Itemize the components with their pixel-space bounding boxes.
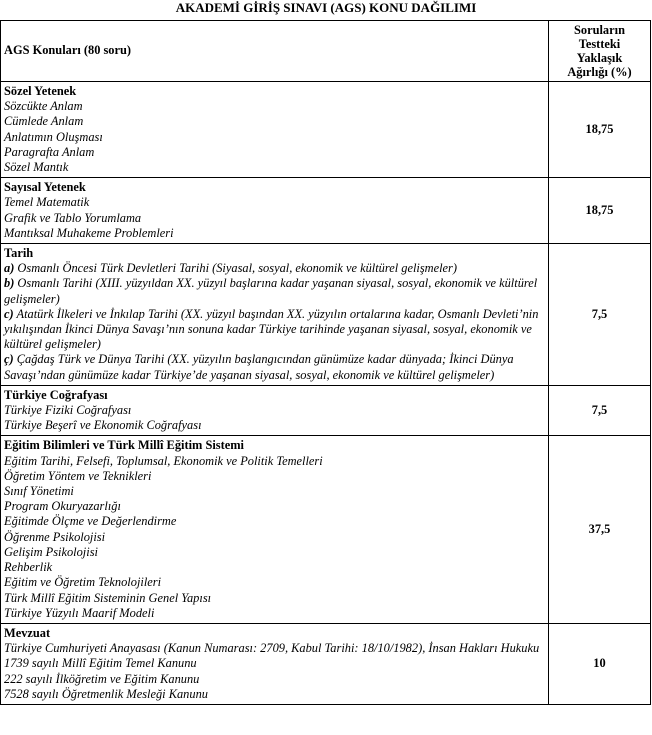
- topic-item-text: Paragrafta Anlam: [4, 144, 95, 159]
- topic-item: [4, 226, 545, 241]
- topic-item-text: Eğitim Tarihi, Felsefi, Toplumsal, Ekonomik ve Politik Temelleri: [4, 453, 323, 468]
- weight-column-header: [549, 21, 651, 82]
- section-weight: 7,5: [549, 244, 651, 386]
- section-row: [1, 178, 651, 244]
- section-title: Tarih: [4, 246, 34, 261]
- section-topics-cell: [1, 178, 549, 244]
- topic-item-text: Sözel Mantık: [4, 160, 69, 175]
- topic-item: [4, 352, 545, 382]
- weight-header-line: Soruların: [574, 23, 625, 37]
- section-row: [1, 244, 651, 386]
- section-row: [1, 436, 651, 623]
- topic-item-text: Türk Millî Eğitim Sisteminin Genel Yapısı: [4, 590, 212, 605]
- section-title: Türkiye Coğrafyası: [4, 387, 108, 402]
- topic-item: [4, 606, 545, 621]
- topic-item: [4, 656, 545, 671]
- topic-item-text: Grafik ve Tablo Yorumlama: [4, 210, 142, 225]
- section-topics-cell: [1, 436, 549, 623]
- topic-item-prefix: ç): [4, 352, 14, 367]
- topic-item-text: Atatürk İlkeleri ve İnkılap Tarihi (XX. yüzyıl başından XX. yüzyılın ortalarına kadar, Osmanlı Devleti’nin yıkılışından İkinci Dünya Savaşı’nın sonuna kadar Türkiye tarihinde yaşanan siyasal, sosyal, ekonomik ve kültürel gelişmeler): [4, 306, 539, 352]
- topic-item-text: Eğitimde Ölçme ve Değerlendirme: [4, 514, 177, 529]
- section-topics-cell: [1, 82, 549, 178]
- topic-item: [4, 454, 545, 469]
- topic-item-text: Öğretim Yöntem ve Teknikleri: [4, 468, 152, 483]
- section-row: [1, 82, 651, 178]
- topic-item: [4, 114, 545, 129]
- topic-item: [4, 276, 545, 306]
- topic-item-text: Sözcükte Anlam: [4, 99, 83, 114]
- topic-item-text: Çağdaş Türk ve Dünya Tarihi (XX. yüzyılın başlangıcından günümüze kadar dünyada; İkinci Dünya Savaşı’ndan günümüze kadar Türkiye’de yaşanan siyasal, sosyal, ekonomik ve kültürel gelişmeler): [4, 352, 514, 382]
- topic-item-text: Program Okuryazarlığı: [4, 499, 121, 514]
- section-weight: 18,75: [549, 82, 651, 178]
- topic-item: [4, 530, 545, 545]
- topic-item: [4, 591, 545, 606]
- topic-item: [4, 418, 545, 433]
- topic-item: [4, 545, 545, 560]
- topic-item: [4, 130, 545, 145]
- topic-item: [4, 687, 545, 702]
- topic-item-text: Rehberlik: [4, 560, 53, 575]
- section-row: [1, 623, 651, 704]
- topic-item-text: Osmanlı Öncesi Türk Devletleri Tarihi (Siyasal, sosyal, ekonomik ve kültürel gelişmeler): [14, 261, 457, 276]
- topic-item: [4, 160, 545, 175]
- topic-item-prefix: c): [4, 306, 14, 321]
- topic-item: [4, 195, 545, 210]
- topic-item-text: Türkiye Beşerî ve Ekonomik Coğrafyası: [4, 418, 202, 433]
- topic-item-text: Gelişim Psikolojisi: [4, 544, 98, 559]
- topic-item: [4, 641, 545, 656]
- section-row: [1, 385, 651, 436]
- topic-item-text: 222 sayılı İlköğretim ve Eğitim Kanunu: [4, 671, 200, 686]
- topic-item-text: 1739 sayılı Millî Eğitim Temel Kanunu: [4, 656, 197, 671]
- topic-item-text: 7528 sayılı Öğretmenlik Mesleği Kanunu: [4, 686, 208, 701]
- topic-item: [4, 307, 545, 353]
- topic-item: [4, 560, 545, 575]
- topic-item-text: Anlatımın Oluşması: [4, 129, 103, 144]
- section-topics-cell: [1, 244, 549, 386]
- topic-item: [4, 145, 545, 160]
- topic-item-text: Mantıksal Muhakeme Problemleri: [4, 225, 174, 240]
- section-topics-cell: [1, 385, 549, 436]
- section-weight: 7,5: [549, 385, 651, 436]
- weight-header-line: Yaklaşık: [576, 51, 623, 65]
- page-title: AKADEMİ GİRİŞ SINAVI (AGS) KONU DAĞILIMI: [175, 0, 477, 15]
- topic-item: [4, 575, 545, 590]
- topic-item-text: Türkiye Cumhuriyeti Anayasası (Kanun Numarası: 2709, Kabul Tarihi: 18/10/1982), İnsan Hakları Hukuku: [4, 641, 540, 656]
- topic-item-text: Öğrenme Psikolojisi: [4, 529, 106, 544]
- topic-item: [4, 469, 545, 484]
- topic-item: [4, 403, 545, 418]
- topic-item-text: Türkiye Fiziki Coğrafyası: [4, 403, 132, 418]
- topic-item: [4, 484, 545, 499]
- section-title: Mevzuat: [4, 625, 51, 640]
- table-header-row: [1, 21, 651, 82]
- weight-header-line: Ağırlığı (%): [567, 65, 632, 79]
- section-weight: 37,5: [549, 436, 651, 623]
- topic-item-prefix: b): [4, 276, 15, 291]
- topic-item: [4, 99, 545, 114]
- weight-header-line: Testteki: [578, 37, 621, 51]
- topic-item-text: Cümlede Anlam: [4, 114, 84, 129]
- topic-item-text: Türkiye Yüzyılı Maarif Modeli: [4, 605, 155, 620]
- topic-item: [4, 514, 545, 529]
- section-title: Sayısal Yetenek: [4, 180, 86, 195]
- topic-item-text: Osmanlı Tarihi (XIII. yüzyıldan XX. yüzyıl başlarına kadar yaşanan siyasal, sosyal, ekonomik ve kültürel gelişmeler): [4, 276, 538, 306]
- topic-item: [4, 672, 545, 687]
- topic-item: [4, 499, 545, 514]
- topic-item: [4, 211, 545, 226]
- section-title: Sözel Yetenek: [4, 84, 77, 98]
- topics-column-header: AGS Konuları (80 soru): [1, 21, 549, 82]
- topic-item-text: Eğitim ve Öğretim Teknolojileri: [4, 575, 162, 590]
- section-topics-cell: [1, 623, 549, 704]
- topic-distribution-table: [0, 20, 651, 705]
- section-weight: 10: [549, 623, 651, 704]
- section-title: Eğitim Bilimleri ve Türk Millî Eğitim Sistemi: [4, 438, 244, 453]
- topic-item-prefix: a): [4, 261, 15, 276]
- topic-item-text: Sınıf Yönetimi: [4, 484, 74, 499]
- section-weight: 18,75: [549, 178, 651, 244]
- topic-item: [4, 261, 545, 276]
- topic-item-text: Temel Matematik: [4, 195, 90, 210]
